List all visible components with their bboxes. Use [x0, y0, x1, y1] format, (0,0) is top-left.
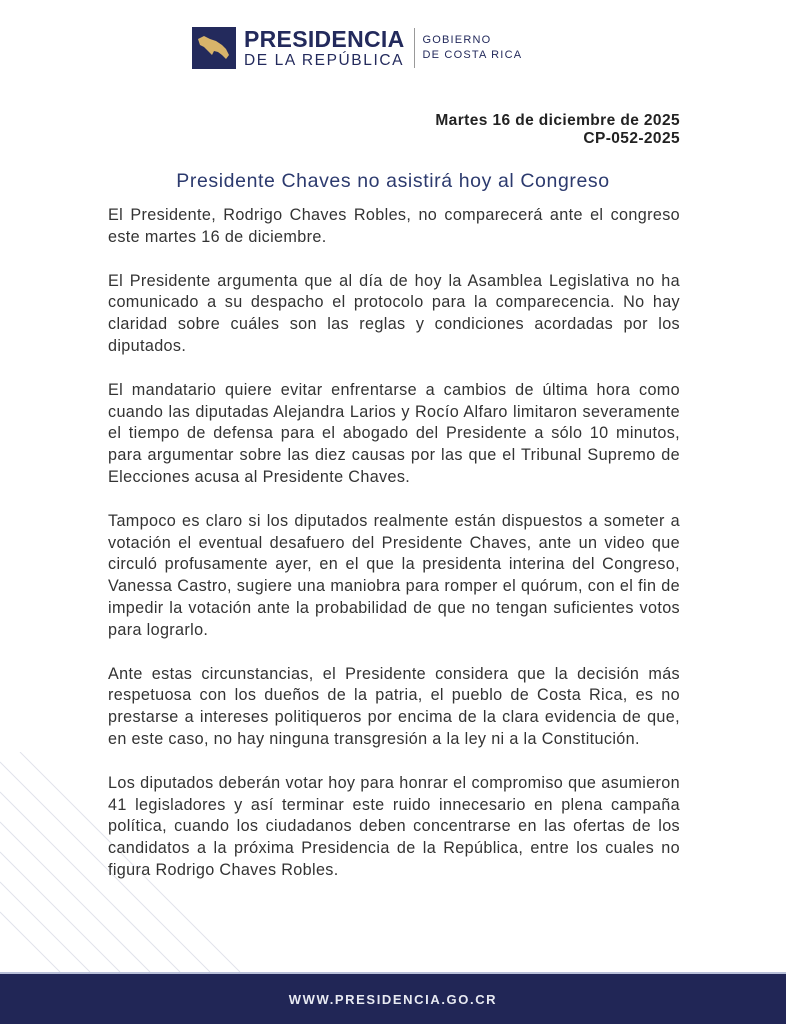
paragraph: Tampoco es claro si los diputados realmente están dispuestos a someter a votación el eventual desafuero del Presidente Chaves, ante un video que circuló profusamente ayer, en el que la presidenta interina del Congreso, Vanessa Castro, sugiere una maniobra para romper el quórum, con el fin de impedir la votación ante la probabilidad de que no tengan suficientes votos para lograrlo.	[108, 511, 680, 639]
gov-line1: GOBIERNO	[422, 34, 492, 47]
costa-rica-map-icon	[192, 27, 236, 69]
gov-line2: DE COSTA RICA	[422, 49, 523, 61]
paragraph: El Presidente argumenta que al día de hoy la Asamblea Legislativa no ha comunicado a su despacho el protocolo para la comparecencia. No hay claridad sobre cuáles son las reglas y condiciones acordadas por los diputados.	[108, 271, 680, 355]
paragraph: Los diputados deberán votar hoy para honrar el compromiso que asumieron 41 legisladores y así terminar este ruido innecesario en plena campaña política, cuando los ciudadanos deben concentrarse en las ofertas de los candidatos a la próxima Presidencia de la República, entre los cuales no figura Rodrigo Chaves Robles.	[108, 773, 680, 879]
document-title: Presidente Chaves no asistirá hoy al Congreso	[176, 170, 610, 192]
paragraph: Ante estas circunstancias, el Presidente considera que la decisión más respetuosa con los dueños de la patria, el pueblo de Costa Rica, es no prestarse a intereses politiqueros por encima de la clara evidencia de que, en este caso, no hay ninguna transgresión a la ley ni a la Constitución.	[108, 664, 680, 748]
brand-subtitle: DE LA REPÚBLICA	[244, 51, 405, 69]
footer	[0, 972, 786, 1024]
document-body	[108, 205, 680, 904]
header-divider	[414, 28, 415, 68]
paragraph: El mandatario quiere evitar enfrentarse a cambios de última hora como cuando las diputadas Alejandra Larios y Rocío Alfaro limitaron severamente el tiempo de defensa para el abogado del Presidente a sólo 10 minutos, para argumentar sobre las diez causas por las que el Tribunal Supremo de Elecciones acusa al Presidente Chaves.	[108, 380, 680, 486]
document-date: Martes 16 de diciembre de 2025	[435, 112, 680, 129]
document-code: CP-052-2025	[583, 130, 680, 147]
footer-url: WWW.PRESIDENCIA.GO.CR	[288, 991, 498, 1007]
paragraph: El Presidente, Rodrigo Chaves Robles, no comparecerá ante el congreso este martes 16 de diciembre.	[108, 206, 680, 246]
header-logo	[192, 26, 522, 70]
brand-title: PRESIDENCIA	[244, 25, 405, 52]
